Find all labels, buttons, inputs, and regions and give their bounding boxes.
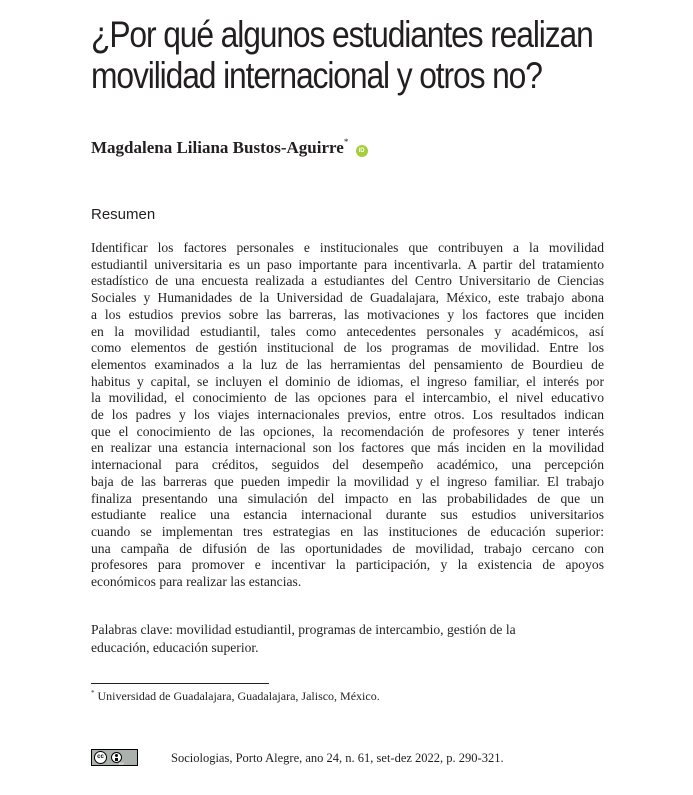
cc-icon: cc (94, 751, 107, 764)
footnote-divider (91, 683, 269, 684)
abstract-line: Identificar los factores personales e institucionales que contribuyen a la movilidad (91, 240, 604, 255)
author-footnote-mark: * (343, 137, 349, 148)
abstract-line: baja de las barreras que pueden impedir la movilidad y el ingreso familiar. El trabajo (91, 473, 604, 489)
abstract-line: económicos para realizar las estancias. (91, 574, 302, 590)
keywords (91, 621, 604, 657)
abstract-line: una campaña de difusión de las oportunidades de movilidad, trabajo cercano con (91, 540, 604, 556)
keywords-line: Palabras clave: movilidad estudiantil, programas de intercambio, gestión de la (91, 622, 516, 637)
abstract-line: estudiante realice una estancia internacional durante sus estudios universitarios (91, 507, 604, 523)
abstract-line: estadístico de una encuesta realizada a estudiantes del Centro Universitario de Ciencias (91, 273, 604, 289)
abstract-line: estudiantil universitaria es un paso importante para incentivarla. A partir del tratamiento (91, 256, 604, 272)
title-line-2: movilidad internacional y otros no? (91, 55, 542, 96)
abstract-line: a los estudios previos sobre las barreras, las motivaciones y los factores que inciden (91, 306, 604, 322)
abstract-line: elementos examinados a la luz de las herramientas del pensamiento de Bourdieu de (91, 356, 604, 372)
abstract-line: habitus y capital, se incluyen el dominio de idiomas, el ingreso familiar, el interés por (91, 373, 604, 389)
journal-citation: Sociologias, Porto Alegre, ano 24, n. 61, set-dez 2022, p. 290-321. (171, 751, 504, 765)
abstract-line: finaliza presentando una simulación del impacto en las probabilidades de que un (91, 490, 604, 506)
title-line-1: ¿Por qué algunos estudiantes realizan (91, 14, 593, 55)
footnote-mark: * (91, 689, 95, 697)
article-title (91, 14, 593, 96)
abstract-line: internacional para créditos, seguidos del desempeño académico, una percepción (91, 457, 604, 473)
abstract-body (91, 240, 604, 591)
footnote-text: Universidad de Guadalajara, Guadalajara, Jalisco, México. (94, 689, 380, 703)
abstract-heading: Resumen (91, 206, 156, 223)
author-byline (91, 138, 368, 158)
abstract-line: que el conocimiento de las opciones, la recomendación de profesores y tener interés (91, 423, 604, 439)
abstract-line: Sociales y Humanidades de la Universidad de Guadalajara, México, este trabajo abona (91, 290, 604, 306)
abstract-line: como elementos de gestión institucional de los programas de movilidad. Entre los (91, 340, 604, 356)
abstract-line: profesores para promover e incentivar la participación, y la existencia de apoyos (91, 557, 604, 573)
footnote (91, 689, 380, 704)
abstract-line: de los padres y los viajes internacionales previos, entre otros. Los resultados indican (91, 407, 604, 423)
cc-by-license-icon[interactable] (91, 749, 138, 766)
orcid-icon[interactable]: iD (356, 145, 368, 157)
by-label: BY (119, 761, 125, 766)
abstract-line: la movilidad, el conocimiento de las opciones para el intercambio, el nivel educativo (91, 390, 604, 406)
abstract-line: en realizar una estancia internacional son los factores que más inciden en la movilidad (91, 440, 604, 456)
keywords-line: educación, educación superior. (91, 640, 259, 655)
abstract-line: cuando se implementan tres estrategias en las instituciones de educación superior: (91, 523, 604, 539)
author-name: Magdalena Liliana Bustos-Aguirre (91, 138, 344, 157)
abstract-line: en la movilidad estudiantil, tales como antecedentes personales y académicos, así (91, 323, 604, 339)
